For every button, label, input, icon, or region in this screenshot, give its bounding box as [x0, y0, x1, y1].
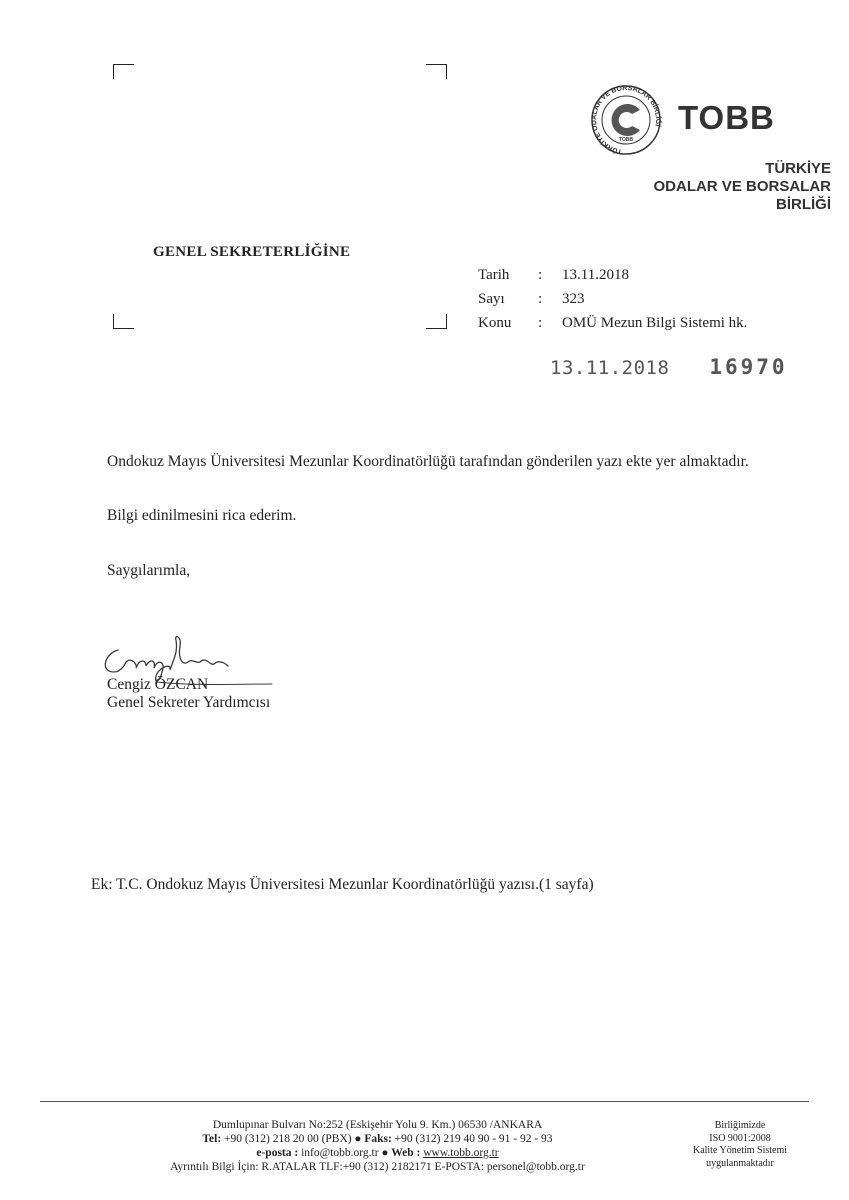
- email-label: e-posta :: [256, 1147, 299, 1159]
- meta-row-date: [478, 263, 747, 287]
- seal-center-text: TOBB: [618, 137, 634, 143]
- footer-contact-block: [140, 1118, 615, 1174]
- address-window-corner-bottom-left: [113, 314, 134, 329]
- footer-email-web: [140, 1146, 615, 1160]
- org-short-title: TOBB: [678, 99, 775, 136]
- org-name-line-2: ODALAR VE BORSALAR: [653, 178, 831, 195]
- meta-value: 13.11.2018: [562, 267, 629, 283]
- org-full-name: [653, 160, 831, 214]
- addressee: GENEL SEKRETERLİĞİNE: [153, 244, 351, 260]
- footer-address: Dumlupınar Bulvarı No:252 (Eskişehir Yolu 9. Km.) 06530 /ANKARA: [212, 1119, 543, 1131]
- fax-label: Faks:: [364, 1133, 392, 1145]
- quality-line-2: ISO 9001:2008: [709, 1132, 771, 1144]
- web-label: Web :: [391, 1147, 421, 1159]
- quality-line-4: uygulanmaktadır: [706, 1157, 774, 1169]
- meta-colon: :: [538, 315, 543, 331]
- stamp-date: 13.11.2018: [550, 357, 670, 379]
- tobb-seal-logo: [582, 84, 670, 156]
- footer-detail-contact: Ayrıntılı Bilgi İçin: R.ATALAR TLF:+90 (312) 2182171 E-POSTA: personel@tobb.org.tr: [170, 1161, 585, 1173]
- quality-certification: [665, 1120, 815, 1170]
- footer-divider: [40, 1101, 809, 1102]
- closing-text: Saygılarımla,: [107, 562, 191, 579]
- letter-meta: [478, 263, 747, 335]
- meta-row-subject: [478, 311, 747, 335]
- meta-row-number: [478, 287, 747, 311]
- tel-value: +90 (312) 218 20 00 (PBX): [224, 1133, 352, 1145]
- address-window-corner-top-right: [426, 64, 447, 79]
- quality-line-3: Kalite Yönetim Sistemi: [692, 1145, 788, 1156]
- body-paragraph-1: Ondokuz Mayıs Üniversitesi Mezunlar Koordinatörlüğü tarafından gönderilen yazı ekte yer almaktadır.: [107, 453, 749, 470]
- attachment-note: Ek: T.C. Ondokuz Mayıs Üniversitesi Mezunlar Koordinatörlüğü yazısı.(1 sayfa): [91, 876, 594, 893]
- org-name-line-3: BİRLİĞİ: [776, 196, 831, 213]
- signer-name: Cengiz ÖZCAN: [107, 676, 209, 693]
- stamp-number: 16970: [709, 355, 788, 379]
- address-window-corner-bottom-right: [426, 314, 447, 329]
- body-paragraph-2: Bilgi edinilmesini rica ederim.: [107, 507, 297, 524]
- meta-value: OMÜ Mezun Bilgi Sistemi hk.: [562, 315, 748, 331]
- org-name-line-1: TÜRKİYE: [765, 160, 831, 177]
- meta-label: Tarih: [478, 267, 510, 283]
- meta-label: Konu: [478, 315, 512, 331]
- bullet-icon: ●: [381, 1147, 389, 1159]
- meta-value: 323: [562, 291, 585, 307]
- address-window-corner-top-left: [113, 64, 134, 79]
- email-link[interactable]: info@tobb.org.tr: [301, 1147, 379, 1159]
- meta-colon: :: [538, 267, 543, 283]
- tel-label: Tel:: [202, 1133, 222, 1145]
- web-link[interactable]: www.tobb.org.tr: [423, 1147, 499, 1159]
- seal-ring-text: TÜRKİYE ODALAR VE BORSALAR BİRLİĞİ: [590, 84, 662, 155]
- registry-stamp: [550, 355, 788, 379]
- fax-value: +90 (312) 219 40 90 - 91 - 92 - 93: [394, 1133, 553, 1145]
- meta-label: Sayı: [478, 291, 505, 307]
- signer-title: Genel Sekreter Yardımcısı: [107, 694, 271, 711]
- footer-phone-fax: [140, 1132, 615, 1146]
- quality-line-1: Birliğimizde: [714, 1120, 766, 1131]
- bullet-icon: ●: [354, 1133, 362, 1145]
- meta-colon: :: [538, 291, 543, 307]
